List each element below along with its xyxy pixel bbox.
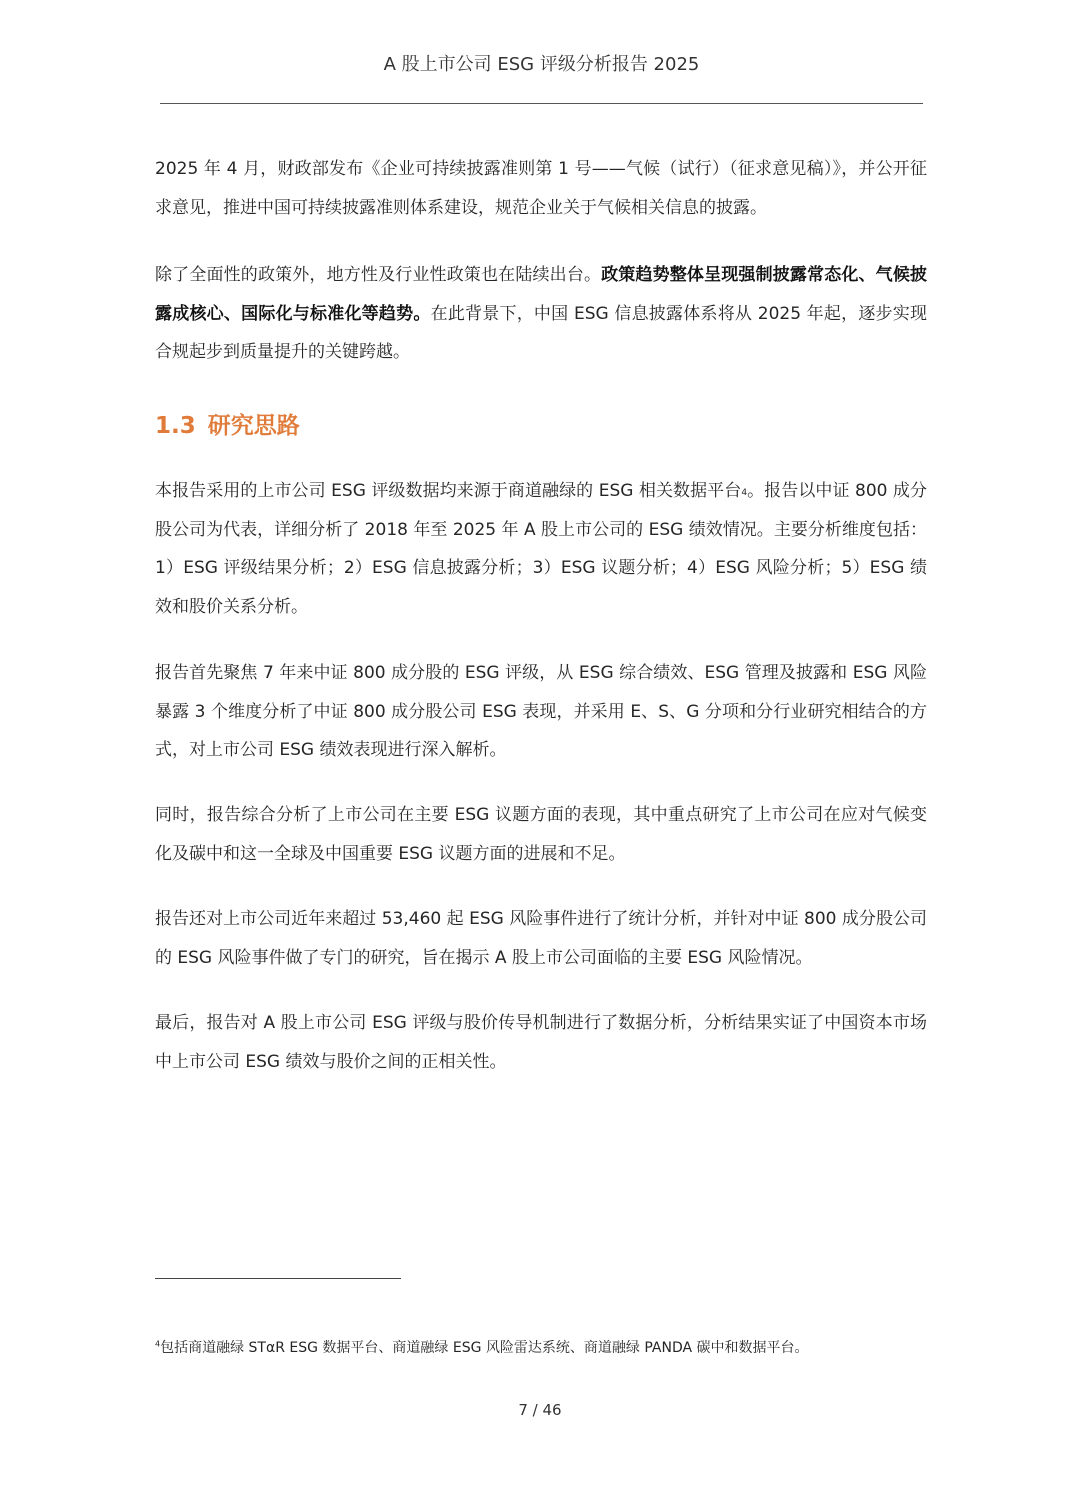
paragraph-data-source	[155, 472, 927, 626]
paragraph-issue-analysis: 同时，报告综合分析了上市公司在主要 ESG 议题方面的表现，其中重点研究了上市公司在应对气候变化及碳中和这一全球及中国重要 ESG 议题方面的进展和不足。	[155, 805, 927, 864]
header-divider	[160, 103, 923, 104]
data-source-text-b: 。报告以中证 800 成分股公司为代表，详细分析了 2018 年至 2025 年 A 股上市公司的 ESG 绩效情况。主要分析维度包括：1）ESG 评级结果分析；2）ESG 信息披露分析；3）ESG 议题分析；4）ESG 风险分析；5）ESG 绩效和股价关系分析。	[155, 481, 928, 617]
footnote	[155, 1336, 927, 1360]
footnote-reference[interactable]: 4	[741, 488, 748, 498]
data-source-text-a: 本报告采用的上市公司 ESG 评级数据均来源于商道融绿的 ESG 相关数据平台	[155, 481, 742, 501]
paragraph-rating-focus: 报告首先聚焦 7 年来中证 800 成分股的 ESG 评级，从 ESG 综合绩效、ESG 管理及披露和 ESG 风险暴露 3 个维度分析了中证 800 成分股公司 ESG 表现，并采用 E、S、G 分项和分行业研究相结合的方式，对上市公司 ESG 绩效表现进行深入解析。	[155, 663, 927, 760]
policy-trends-intro: 除了全面性的政策外，地方性及行业性政策也在陆续出台。	[155, 265, 602, 285]
running-header: A 股上市公司 ESG 评级分析报告 2025	[383, 54, 700, 75]
paragraph-price-correlation: 最后，报告对 A 股上市公司 ESG 评级与股价传导机制进行了数据分析，分析结果实证了中国资本市场中上市公司 ESG 绩效与股价之间的正相关性。	[155, 1013, 927, 1072]
section-number: 1.3	[155, 413, 196, 439]
page-number: 7 / 46	[518, 1401, 562, 1419]
paragraph-policy-trends	[155, 256, 927, 372]
footnote-divider	[155, 1278, 401, 1279]
footnote-text: 包括商道融绿 STαR ESG 数据平台、商道融绿 ESG 风险雷达系统、商道融绿 PANDA 碳中和数据平台。	[160, 1340, 809, 1356]
section-heading	[155, 408, 300, 444]
policy-trends-emphasis: 政策趋势整体呈现强制披露常态化、气候披露成核心、国际化与标准化等趋势。	[155, 265, 928, 324]
footnote-marker: 4	[155, 1339, 161, 1349]
paragraph-policy-announcement: 2025 年 4 月，财政部发布《企业可持续披露准则第 1 号——气候（试行）（征求意见稿）》，并公开征求意见，推进中国可持续披露准则体系建设，规范企业关于气候相关信息的披露。	[155, 159, 927, 218]
section-title: 研究思路	[207, 413, 300, 439]
policy-trends-rest: 在此背景下，中国 ESG 信息披露体系将从 2025 年起，逐步实现合规起步到质量提升的关键跨越。	[155, 303, 928, 362]
paragraph-risk-events: 报告还对上市公司近年来超过 53,460 起 ESG 风险事件进行了统计分析，并针对中证 800 成分股公司的 ESG 风险事件做了专门的研究，旨在揭示 A 股上市公司面临的主要 ESG 风险情况。	[155, 909, 927, 968]
